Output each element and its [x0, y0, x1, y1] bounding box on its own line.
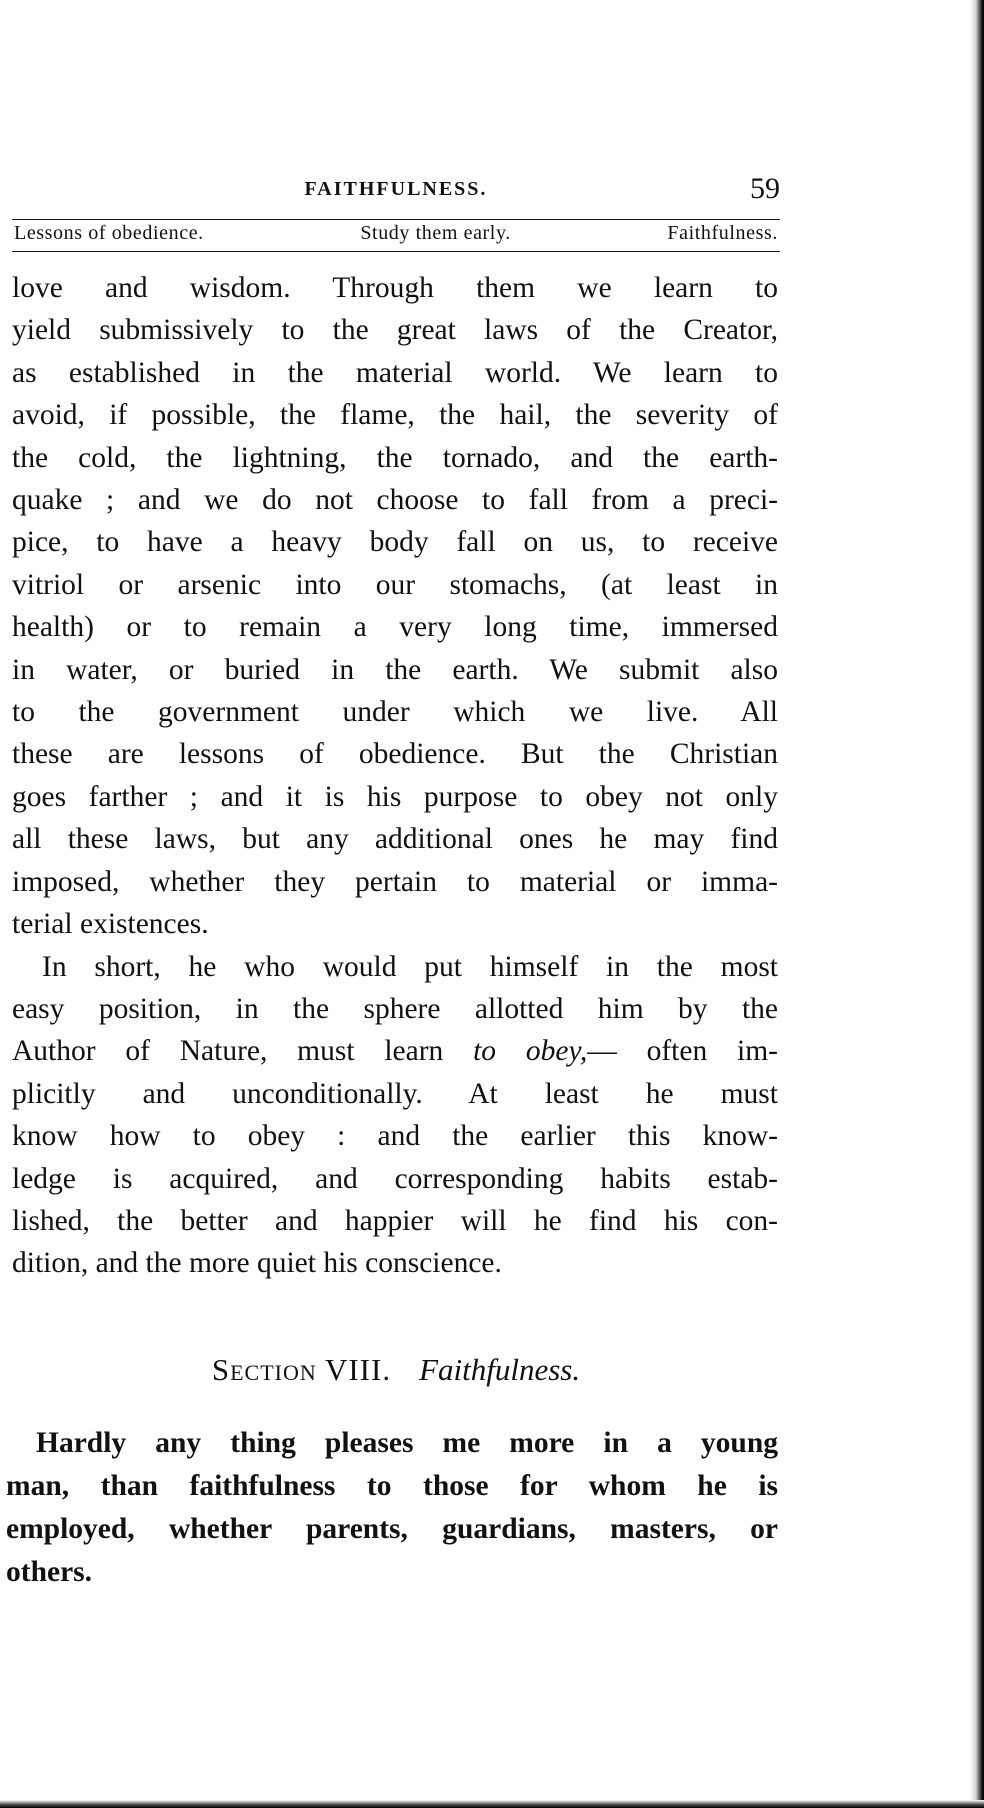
text-line: these are lessons of obedience. But the Christian [12, 738, 778, 771]
text-line: quake ; and we do not choose to fall from a preci- [12, 484, 778, 517]
running-title: FAITHFULNESS. [304, 178, 488, 200]
text-line: goes farther ; and it is his purpose to obey not only [12, 780, 778, 813]
section-title: Faithfulness. [419, 1352, 581, 1387]
page-edge-shadow [970, 0, 984, 1808]
text-line: dition, and the more quiet his conscience. [12, 1247, 502, 1280]
text-line: as established in the material world. We learn to [12, 356, 778, 389]
italic-phrase: to obey, [473, 1035, 588, 1068]
text-line: pice, to have a heavy body fall on us, to receive [12, 526, 778, 559]
running-head [12, 172, 780, 212]
text-line: ledge is acquired, and corresponding habits estab- [12, 1162, 778, 1195]
text-line-with-italic [12, 1030, 778, 1072]
text-line: the cold, the lightning, the tornado, and the earth- [12, 441, 778, 474]
text-line: employed, whether parents, guardians, masters, or [6, 1513, 778, 1545]
topic-lessons-of-obedience: Lessons of obedience. [14, 222, 204, 244]
text-line: yield submissively to the great laws of the Creator, [12, 314, 778, 347]
text-segment: — often im- [587, 1035, 778, 1068]
header-rule-bottom [12, 251, 780, 252]
text-line: imposed, whether they pertain to material or imma- [12, 865, 778, 898]
topic-study-them-early: Study them early. [360, 222, 511, 244]
section-body-text [6, 1422, 778, 1594]
text-line: to the government under which we live. All [12, 696, 778, 729]
text-line: easy position, in the sphere allotted him by the [12, 992, 778, 1025]
page-number: 59 [750, 172, 780, 205]
text-segment: Author of Nature, must learn [12, 1035, 474, 1068]
section-label: Section VIII. [211, 1352, 392, 1387]
text-line: Hardly any thing pleases me more in a young [36, 1427, 778, 1459]
text-line: know how to obey : and the earlier this know- [12, 1120, 778, 1153]
text-line: love and wisdom. Through them we learn to [12, 272, 778, 304]
text-line: lished, the better and happier will he find his con- [12, 1204, 778, 1237]
page-bottom-edge [0, 1800, 984, 1808]
text-line: health) or to remain a very long time, immersed [12, 611, 778, 644]
topic-line [14, 222, 778, 245]
text-line: avoid, if possible, the flame, the hail, the severity of [12, 399, 778, 432]
text-line: in water, or buried in the earth. We submit also [12, 653, 778, 686]
section-heading [12, 1352, 780, 1388]
text-line: plicitly and unconditionally. At least he must [12, 1077, 778, 1110]
topic-faithfulness: Faithfulness. [667, 222, 778, 244]
text-line: terial existences. [12, 908, 209, 941]
header-rule-top [12, 219, 780, 220]
text-line: In short, he who would put himself in the most [42, 950, 778, 983]
text-line: others. [6, 1556, 93, 1588]
text-line: man, than faithfulness to those for whom he is [6, 1470, 778, 1502]
body-text [12, 267, 778, 1285]
text-line: vitriol or arsenic into our stomachs, (at least in [12, 568, 778, 601]
text-line: all these laws, but any additional ones he may find [12, 823, 778, 856]
